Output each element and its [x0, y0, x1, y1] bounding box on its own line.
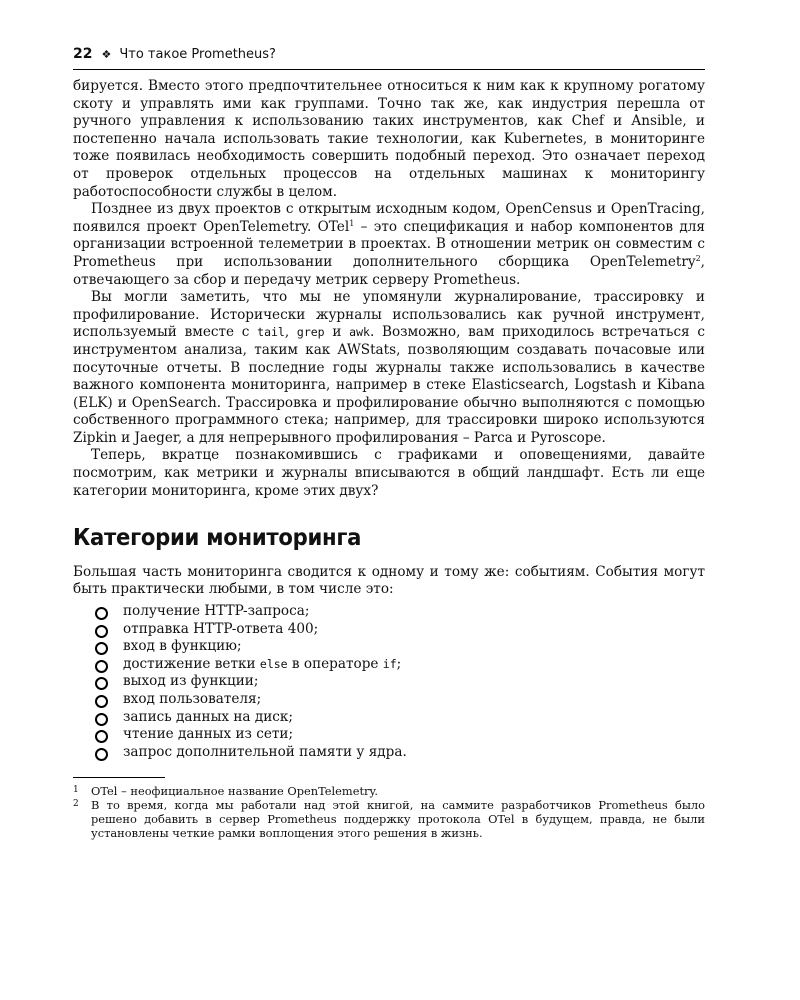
footnote-text: В то время, когда мы работали над этой книгой, на саммите разработчиков Prometheus было решено добавить в сервер Prometheus поддержку протокола OTel в будущем, правда, не были установлены четкие рамки воплощения этого решения в жизнь. — [91, 798, 705, 841]
circle-bullet-icon — [95, 730, 108, 743]
code-else: else — [259, 656, 288, 671]
footnote-ref-1[interactable]: 1 — [349, 218, 355, 228]
footnote-2 — [73, 798, 705, 840]
list-item — [95, 638, 705, 656]
code-awk: awk — [349, 325, 370, 340]
paragraph-3-text-c: и — [324, 324, 350, 341]
body-text — [73, 78, 705, 761]
paragraph-3-text-d: . Возможно, вам приходилось встречаться с инструментом анализа, таким как AWStats, позволяющим создавать почасовые или посуточные отчеты. В последние годы журналы также использовались в качестве важного компонента мониторинга, например в стеке Elasticsearch, Logstash и Kibana (ELK) и OpenSearch. Трассировка и профилирование обычно выполняются с помощью собственного программного стека; например, для трассировки широко используются Zipkin и Jaeger, а для непрерывного профилирования – Parca и Pyroscope. — [73, 324, 705, 446]
paragraph-3 — [73, 289, 705, 447]
section-heading: Категории мониторинга — [73, 525, 362, 552]
paragraph-3-text-b: , — [284, 324, 297, 341]
paragraph-4: Теперь, вкратце познакомившись с графиками и оповещениями, давайте посмотрим, как метрики и журналы вписываются в общий ландшафт. Есть ли еще категории мониторинга, кроме этих двух? — [73, 447, 705, 499]
list-item — [95, 709, 705, 727]
footnote-mark: 2 — [73, 799, 79, 810]
paragraph-2-text-c: , отвечающего за сбор и передачу метрик серверу Prometheus. — [73, 253, 705, 288]
list-item — [95, 726, 705, 744]
list-item-text-a: достижение ветки — [123, 655, 260, 672]
list-item — [95, 621, 705, 639]
circle-bullet-icon — [95, 748, 108, 761]
footnotes — [73, 784, 705, 840]
list-item-text: запись данных на диск; — [123, 708, 293, 725]
circle-bullet-icon — [95, 713, 108, 726]
list-item-text: получение HTTP-запроса; — [123, 603, 310, 620]
circle-bullet-icon — [95, 695, 108, 708]
list-item-text: вход в функцию; — [123, 638, 242, 655]
paragraph-2-text-a: Позднее из двух проектов с открытым исходным кодом, OpenCensus и OpenTracing, появился проект OpenTelemetry. OTel — [73, 201, 705, 235]
footnote-text: OTel – неофициальное название OpenTelemetry. — [91, 784, 379, 799]
diamond-ornament-icon: ❖ — [101, 47, 112, 61]
circle-bullet-icon — [95, 660, 108, 673]
list-item — [95, 744, 705, 762]
list-item-text: чтение данных из сети; — [123, 726, 294, 743]
list-item-text-b: в операторе — [287, 655, 383, 672]
paragraph-1: бируется. Вместо этого предпочтительнее относиться к ним как к крупному рогатому скоту и управлять ими как группами. Точно так же, как индустрия перешла от ручного управления к использованию таких инструментов, как Chef и Ansible, и постепенно начала использовать такие технологии, как Kubernetes, в мониторинге тоже появилась необходимость совершить подобный переход. Это означает переход от проверок отдельных процессов на отдельных машинах к мониторингу работоспособности службы в целом. — [73, 78, 705, 200]
chapter-title: Что такое Prometheus? — [119, 46, 276, 62]
list-item — [95, 691, 705, 709]
paragraph-3-text-a: Вы могли заметить, что мы не упомянули журналирование, трассировку и профилирование. Исторически журналы использовались как ручной инструмент, используемый вместе с — [73, 289, 705, 341]
list-item-text: запрос дополнительной памяти у ядра. — [123, 743, 407, 760]
circle-bullet-icon — [95, 607, 108, 620]
book-page — [73, 46, 705, 840]
list-item-text: выход из функции; — [123, 673, 259, 690]
footnote-ref-2[interactable]: 2 — [695, 253, 701, 263]
footnote-mark: 1 — [73, 785, 79, 796]
code-tail: tail — [257, 325, 285, 340]
circle-bullet-icon — [95, 625, 108, 638]
circle-bullet-icon — [95, 642, 108, 655]
event-list — [73, 603, 705, 761]
page-number: 22 — [73, 46, 93, 62]
list-item — [95, 656, 705, 674]
circle-bullet-icon — [95, 677, 108, 690]
paragraph-2-text-b: – это спецификация и набор компонентов для организации встроенной телеметрии в проектах. В отношении метрик он совместим с Prometheus при использовании дополнительного сборщика OpenTelemetry — [73, 218, 706, 270]
list-item — [95, 673, 705, 691]
footnote-1 — [73, 784, 705, 798]
code-grep: grep — [296, 325, 325, 340]
running-header — [73, 46, 705, 70]
paragraph-5: Большая часть мониторинга сводится к одному и тому же: событиям. События могут быть практически любыми, в том числе это: — [73, 563, 705, 598]
footnote-divider — [73, 777, 165, 778]
list-item-text-c: ; — [396, 655, 402, 672]
list-item-text: вход пользователя; — [123, 691, 262, 707]
list-item-text: отправка HTTP-ответа 400; — [123, 620, 319, 637]
paragraph-2 — [73, 201, 705, 289]
code-if: if — [382, 656, 397, 671]
list-item — [95, 603, 705, 621]
